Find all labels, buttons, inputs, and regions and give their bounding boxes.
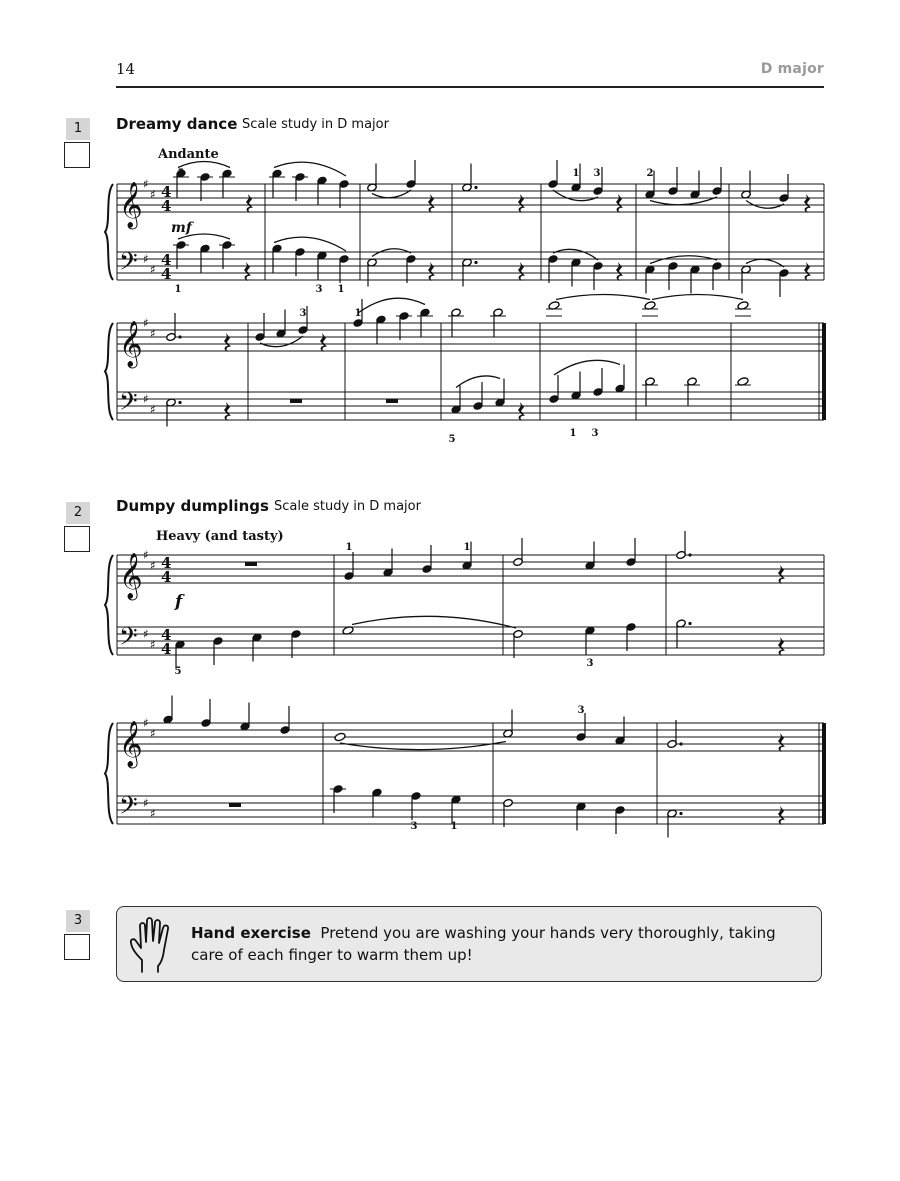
sharp-icon: ♯ [143, 627, 149, 641]
slur [553, 249, 598, 260]
fingering: 5 [177, 168, 185, 179]
sharp-icon: ♯ [150, 726, 156, 741]
time-signature: 4 [161, 640, 172, 658]
fingering: 3 [593, 168, 601, 179]
sharp-icon: ♯ [150, 262, 156, 277]
quarter-rest [778, 565, 785, 584]
tempo-marking-2: Heavy (and tasty) [156, 529, 284, 544]
sharp-icon: ♯ [143, 316, 149, 330]
fingering: 3 [591, 428, 599, 439]
fingering: 1 [569, 428, 577, 439]
quarter-rest [804, 262, 811, 281]
slur [274, 162, 346, 176]
sharp-icon: ♯ [143, 177, 149, 191]
bass-clef-icon: 𝄢 [119, 622, 138, 656]
fingering: 1 [572, 168, 580, 179]
quarter-rest [778, 637, 785, 656]
sharp-icon: ♯ [143, 716, 149, 730]
treble-clef-icon: 𝄞 [119, 321, 143, 367]
whole-rest [386, 399, 398, 403]
sharp-icon: ♯ [150, 326, 156, 341]
quarter-rest [778, 806, 785, 825]
slur [372, 249, 411, 257]
brace [105, 555, 113, 655]
fingering: 1 [337, 284, 345, 295]
sharp-icon: ♯ [143, 392, 149, 406]
sharp-icon: ♯ [150, 402, 156, 417]
sharp-icon: ♯ [150, 806, 156, 821]
note-dot [474, 261, 477, 264]
exercise-number-2: 2 [66, 502, 90, 524]
note-dot [679, 742, 682, 745]
fingering: 3 [299, 308, 307, 319]
quarter-rest [244, 262, 251, 281]
whole-rest [245, 562, 257, 566]
whole-rest [229, 803, 241, 807]
brace [105, 323, 113, 420]
page-number: 14 [116, 60, 136, 78]
sharp-icon: ♯ [150, 558, 156, 573]
quarter-rest [224, 402, 231, 421]
quarter-rest [778, 733, 785, 752]
quarter-rest [246, 194, 253, 213]
brace [105, 184, 113, 280]
slur [652, 295, 743, 300]
note-dot [178, 401, 181, 404]
fingering: 3 [577, 705, 585, 716]
hand-icon [128, 916, 178, 974]
fingering: 1 [174, 284, 182, 295]
fingering: 3 [315, 284, 323, 295]
bass-clef-icon: 𝄢 [119, 791, 138, 825]
treble-clef-icon: 𝄞 [119, 553, 143, 599]
quarter-rest [320, 333, 327, 352]
slur [260, 336, 303, 347]
slur [340, 742, 506, 750]
fingering: 1 [354, 308, 362, 319]
sharp-icon: ♯ [143, 252, 149, 266]
tempo-marking-1: Andante [158, 147, 219, 162]
exercise-checkbox-3[interactable] [64, 934, 90, 960]
exercise-subtitle-2: Scale study in D major [274, 499, 421, 514]
time-signature: 4 [161, 554, 172, 572]
hand-exercise-title: Hand exercise [191, 924, 311, 942]
note-dot [474, 186, 477, 189]
slur [650, 256, 717, 264]
quarter-rest [616, 194, 623, 213]
slur [352, 616, 516, 628]
slur [554, 360, 620, 375]
slur [553, 190, 598, 201]
note-dot [178, 335, 181, 338]
final-bar-thick [822, 723, 826, 824]
bass-clef-icon: 𝄢 [119, 247, 138, 281]
fingering: 1 [463, 542, 471, 553]
exercise-title-1: Dreamy dance [116, 115, 238, 133]
whole-rest [290, 399, 302, 403]
quarter-rest [518, 262, 525, 281]
brace [105, 723, 113, 824]
exercise-number-3: 3 [66, 910, 90, 932]
slur [746, 201, 784, 209]
slur [456, 376, 500, 388]
quarter-rest [518, 194, 525, 213]
sharp-icon: ♯ [150, 187, 156, 202]
bass-clef-icon: 𝄢 [119, 387, 138, 421]
note-dot [679, 812, 682, 815]
dynamic-mf: mf [171, 220, 192, 236]
sharp-icon: ♯ [143, 796, 149, 810]
sharp-icon: ♯ [143, 548, 149, 562]
quarter-rest [428, 262, 435, 281]
final-bar-thick [822, 323, 826, 420]
fingering: 5 [174, 666, 182, 677]
fingering: 2 [646, 168, 654, 179]
sharp-icon: ♯ [150, 637, 156, 652]
slur [358, 298, 425, 313]
slur [178, 162, 230, 168]
hand-exercise-text [191, 922, 791, 966]
quarter-rest [428, 194, 435, 213]
exercise-number-1: 1 [66, 118, 90, 140]
dynamic-f: f [175, 592, 183, 612]
time-signature: 4 [161, 265, 172, 283]
fingering: 3 [410, 821, 418, 832]
fingering: 1 [345, 542, 353, 553]
treble-clef-icon: 𝄞 [119, 721, 143, 767]
time-signature: 4 [161, 626, 172, 644]
slur [274, 237, 346, 251]
quarter-rest [804, 194, 811, 213]
hand-exercise-description: Pretend you are washing your hands very thoroughly, taking care of each finger to warm them up! [191, 924, 776, 964]
key-label: D major [760, 61, 824, 77]
time-signature: 4 [161, 197, 172, 215]
fingering: 3 [586, 658, 594, 669]
note [334, 732, 346, 742]
time-signature: 4 [161, 183, 172, 201]
time-signature: 4 [161, 568, 172, 586]
fingering: 5 [448, 434, 456, 445]
quarter-rest [224, 333, 231, 352]
slur [556, 295, 650, 300]
quarter-rest [616, 262, 623, 281]
time-signature: 4 [161, 251, 172, 269]
treble-clef-icon: 𝄞 [119, 182, 143, 228]
fingering: 1 [450, 821, 458, 832]
exercise-title-2: Dumpy dumplings [116, 497, 269, 515]
note-dot [688, 622, 691, 625]
note-dot [688, 553, 691, 556]
quarter-rest [518, 402, 525, 421]
exercise-subtitle-1: Scale study in D major [242, 117, 389, 132]
